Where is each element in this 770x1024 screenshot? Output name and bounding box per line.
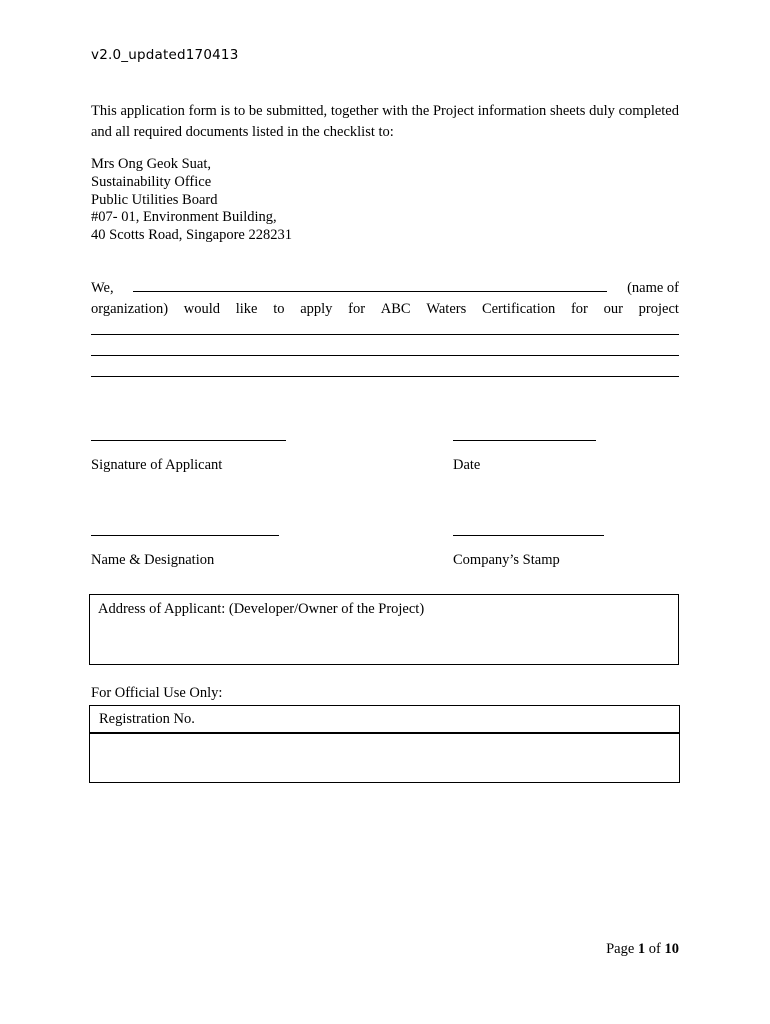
current-page: 1 — [637, 941, 646, 957]
apply-word: ABC — [380, 301, 411, 317]
total-pages: 10 — [664, 941, 679, 957]
apply-word: Waters — [426, 301, 467, 317]
recipient-address — [91, 156, 292, 245]
project-name-field[interactable] — [91, 355, 679, 356]
organization-name-field[interactable] — [133, 278, 607, 292]
applicant-address-label: Address of Applicant: (Developer/Owner of the Project) — [98, 601, 425, 617]
apply-word: to — [273, 301, 285, 317]
applicant-address-box[interactable] — [89, 594, 679, 665]
version-label: v2.0_updated170413 — [91, 47, 239, 63]
apply-word: organization) — [91, 301, 169, 317]
intro-paragraph: This application form is to be submitted, together with the Project information sheets duly completed and all required documents listed in the checklist to: — [91, 103, 679, 140]
application-statement — [91, 278, 679, 320]
signature-label: Signature of Applicant — [91, 457, 223, 473]
registration-label: Registration No. — [99, 711, 195, 727]
signature-field[interactable] — [91, 440, 286, 441]
company-stamp-label: Company’s Stamp — [453, 552, 560, 568]
of-word: of — [648, 941, 661, 957]
date-field[interactable] — [453, 440, 596, 441]
registration-number-cell[interactable] — [89, 732, 680, 783]
address-line: Mrs Ong Geok Suat, — [91, 156, 212, 172]
address-line: #07- 01, Environment Building, — [91, 209, 277, 226]
apply-word: apply — [300, 301, 333, 317]
project-name-field[interactable] — [91, 334, 679, 335]
project-name-field[interactable] — [91, 376, 679, 377]
address-line: Public Utilities Board — [91, 191, 218, 208]
apply-word: Certification — [481, 301, 556, 317]
address-line: Sustainability Office — [91, 173, 212, 190]
name-designation-label: Name & Designation — [91, 552, 215, 568]
apply-word: would — [183, 301, 221, 317]
date-label: Date — [453, 457, 481, 473]
page-word: Page — [606, 941, 635, 957]
apply-word: like — [235, 301, 258, 317]
address-line: 40 Scotts Road, Singapore 228231 — [91, 227, 292, 244]
apply-word: our — [603, 301, 623, 317]
name-designation-field[interactable] — [91, 535, 279, 536]
page-footer — [606, 941, 679, 958]
company-stamp-field[interactable] — [453, 535, 604, 536]
registration-header-cell — [89, 705, 680, 734]
we-prefix: We, — [91, 280, 114, 296]
official-use-heading: For Official Use Only: — [91, 685, 223, 701]
organization-row — [91, 278, 679, 299]
apply-word: for — [348, 301, 366, 317]
org-suffix: (name of — [627, 280, 679, 296]
apply-word: for — [570, 301, 588, 317]
apply-word: project — [638, 301, 679, 317]
apply-row — [91, 299, 679, 320]
